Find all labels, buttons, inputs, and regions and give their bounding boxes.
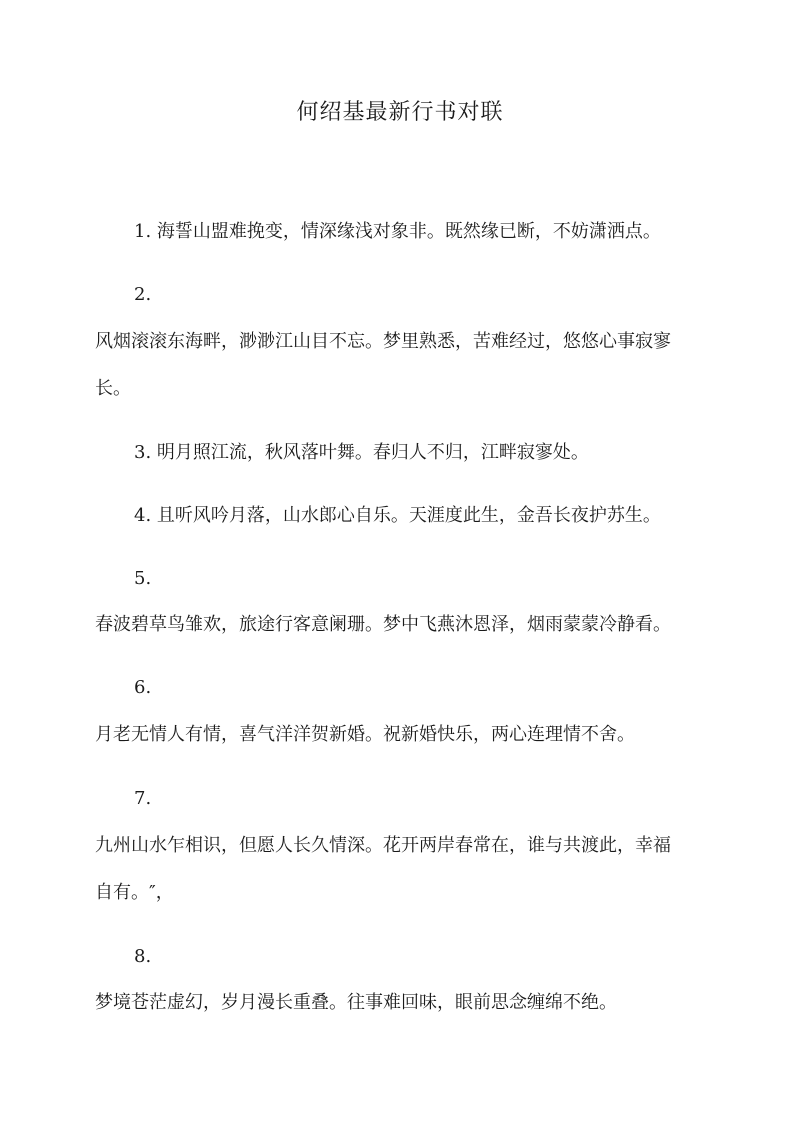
couplet-line: 风烟滚滚东海畔，渺渺江山目不忘。梦里熟悉，苦难经过，悠悠心事寂寥 [95, 331, 671, 352]
couplet-line: 春波碧草鸟雏欢，旅途行客意阑珊。梦中飞燕沐恩泽，烟雨蒙蒙冷静看。 [95, 614, 671, 635]
couplet-line: 4. 且听风吟月落，山水郎心自乐。天涯度此生，金吾长夜护苏生。 [134, 505, 661, 526]
couplet-line: 3. 明月照江流，秋风落叶舞。春归人不归，江畔寂寥处。 [134, 442, 589, 463]
couplet-line: 梦境苍茫虚幻，岁月漫长重叠。往事难回味，眼前思念缠绵不绝。 [95, 992, 617, 1013]
couplet-line: 九州山水乍相识，但愿人长久情深。花开两岸春常在，谁与共渡此，幸福 [95, 835, 671, 856]
couplet-number: 2. [134, 284, 152, 305]
couplet-number: 6. [134, 677, 152, 698]
couplet-number: 8. [134, 946, 152, 967]
couplet-number: 5. [134, 568, 152, 589]
couplet-line: 自有。″， [95, 882, 174, 903]
couplet-line: 月老无情人有情，喜气洋洋贺新婚。祝新婚快乐，两心连理情不舍。 [95, 724, 635, 745]
document-title: 何绍基最新行书对联 [296, 100, 504, 125]
couplet-line: 长。 [95, 378, 131, 399]
couplet-line: 1. 海誓山盟难挽变，情深缘浅对象非。既然缘已断，不妨潇洒点。 [134, 221, 661, 242]
couplet-number: 7. [134, 788, 152, 809]
